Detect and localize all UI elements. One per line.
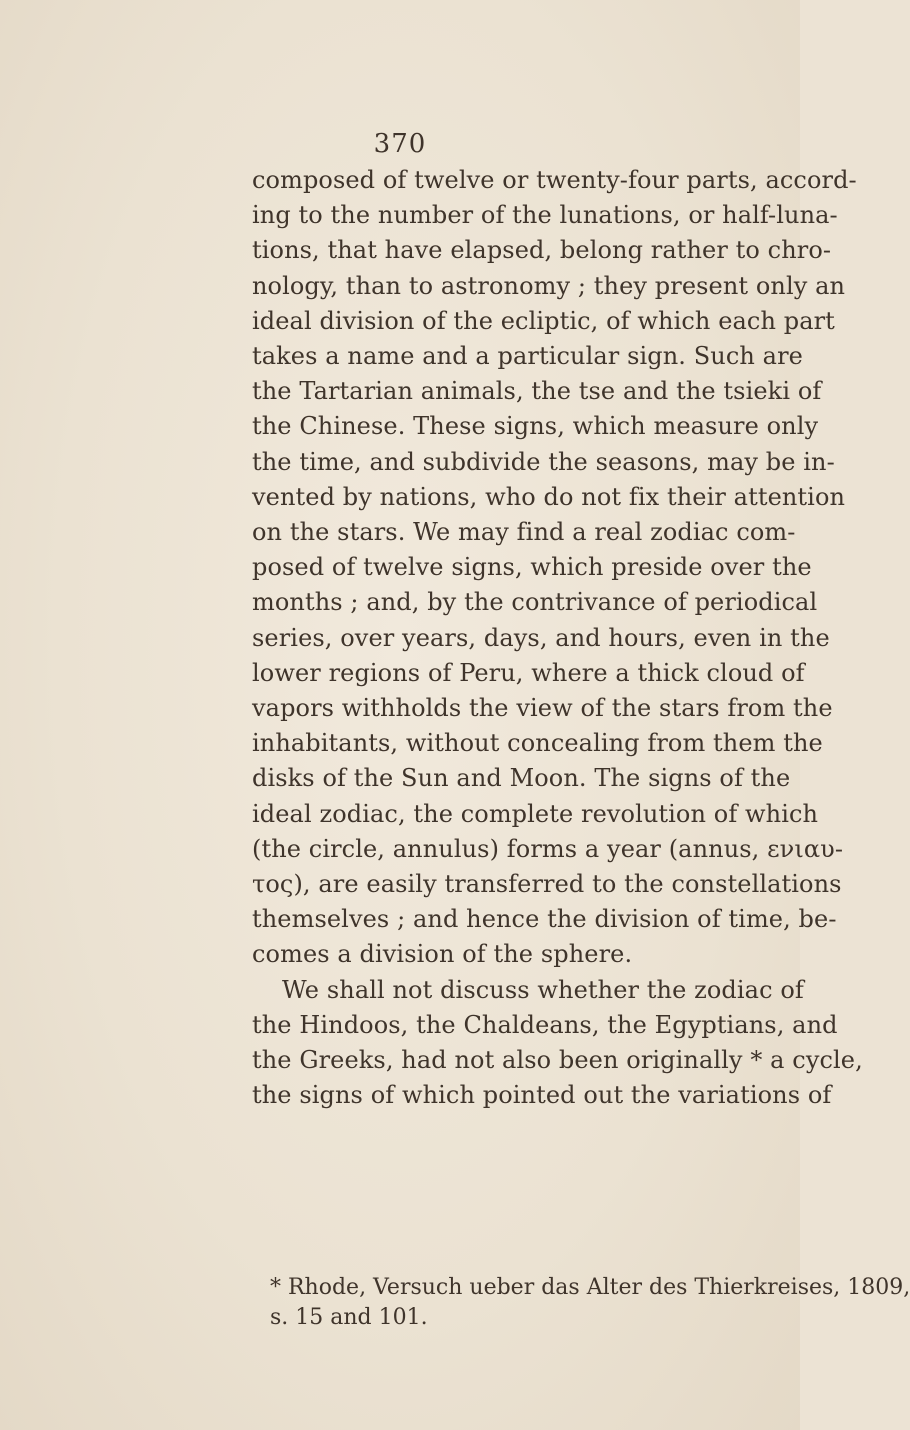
text-line: the Greeks, had not also been originally * a cycle, xyxy=(252,1046,863,1075)
text-line: the Tartarian animals, the tse and the tsieki of xyxy=(252,377,822,406)
text-line: the Chinese. These signs, which measure only xyxy=(252,412,819,441)
text-line: (the circle, annulus) forms a year (annus, ενιαυ- xyxy=(252,834,844,863)
text-line: the time, and subdivide the seasons, may be in- xyxy=(252,447,835,476)
text-line: vapors withholds the view of the stars from the xyxy=(252,694,833,723)
page-number: 370 xyxy=(373,129,427,159)
text-line: themselves ; and hence the division of time, be- xyxy=(252,905,837,934)
text-line: nology, than to astronomy ; they present only an xyxy=(252,271,846,300)
text-line: posed of twelve signs, which preside over the xyxy=(252,553,812,582)
text-line: vented by nations, who do not fix their attention xyxy=(252,482,846,511)
body-text xyxy=(252,163,863,1113)
text-line: comes a division of the sphere. xyxy=(252,940,633,969)
text-line: months ; and, by the contrivance of periodical xyxy=(252,588,818,617)
text-line: lower regions of Peru, where a thick cloud of xyxy=(252,658,805,687)
text-line: series, over years, days, and hours, even in the xyxy=(252,623,830,652)
text-line: ideal zodiac, the complete revolution of which xyxy=(252,799,819,828)
text-line: ing to the number of the lunations, or half-luna- xyxy=(252,201,838,230)
text-line: tions, that have elapsed, belong rather to chro- xyxy=(252,236,832,265)
text-line: the Hindoos, the Chaldeans, the Egyptians, and xyxy=(252,1010,838,1039)
footnote-line: s. 15 and 101. xyxy=(270,1305,428,1330)
text-line: ideal division of the ecliptic, of which each part xyxy=(252,306,835,335)
text-line: the signs of which pointed out the variations of xyxy=(252,1081,832,1110)
text-line: takes a name and a particular sign. Such are xyxy=(252,342,803,371)
text-line: τος), are easily transferred to the constellations xyxy=(252,870,842,899)
footnote-line: * Rhode, Versuch ueber das Alter des Thierkreises, 1809, xyxy=(270,1275,910,1300)
text-line: inhabitants, without concealing from them the xyxy=(252,729,823,758)
text-line: on the stars. We may find a real zodiac com- xyxy=(252,518,796,547)
text-line: composed of twelve or twenty-four parts, accord- xyxy=(252,166,857,194)
paragraph-start-line: We shall not discuss whether the zodiac of xyxy=(282,975,804,1004)
footnote xyxy=(270,1273,910,1333)
text-line: disks of the Sun and Moon. The signs of the xyxy=(252,764,791,793)
